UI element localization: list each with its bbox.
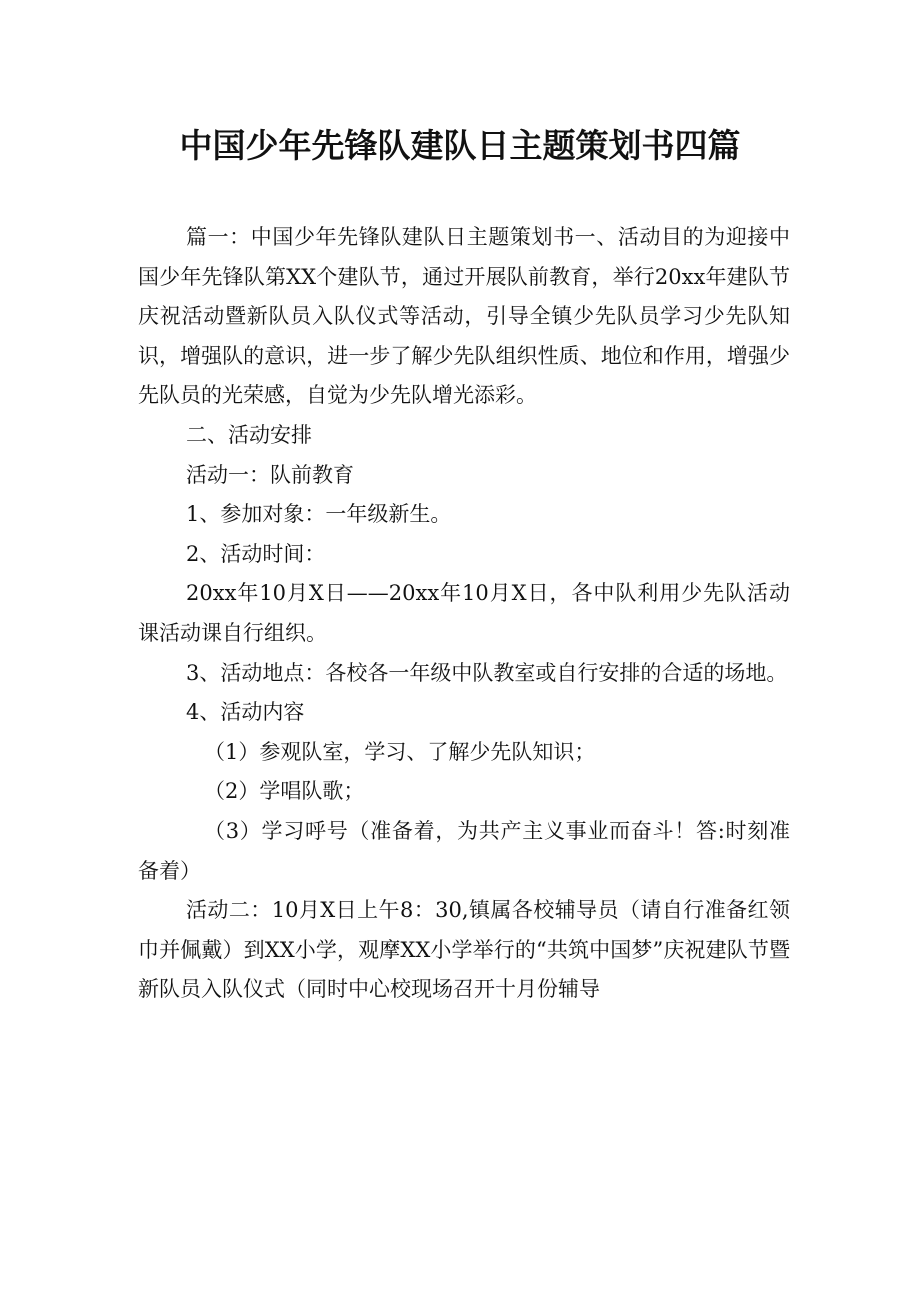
paragraph-purpose: 篇一：中国少年先锋队建队日主题策划书一、活动目的为迎接中国少年先锋队第XX个建队节，通过开展队前教育，举行20xx年建队节庆祝活动暨新队员入队仪式等活动，引导全镇少先队员学习少先队知识，增强队的意识，进一步了解少先队组织性质、地位和作用，增强少先队员的光荣感，自觉为少先队增光添彩。 xyxy=(138,225,790,408)
paragraph-arrangement-heading: 二、活动安排 xyxy=(186,422,312,447)
paragraph-activity-one-heading: 活动一：队前教育 xyxy=(186,462,354,487)
paragraph-participants: 1、参加对象：一年级新生。 xyxy=(186,502,452,527)
document-body xyxy=(138,218,790,1010)
paragraph-content-item-2: （2）学唱队歌； xyxy=(204,779,365,804)
paragraph-content-item-1: （1）参观队室，学习、了解少先队知识； xyxy=(204,739,596,764)
paragraph-time-detail: 20xx年10月X日——20xx年10月X日，各中队利用少先队活动课活动课自行组织。 xyxy=(138,581,790,645)
paragraph-location: 3、活动地点：各校各一年级中队教室或自行安排的合适的场地。 xyxy=(186,660,788,685)
paragraph-content-heading: 4、活动内容 xyxy=(186,700,305,725)
paragraph-activity-two: 活动二：10月X日上午8：30,镇属各校辅导员（请自行准备红领巾并佩戴）到XX小学，观摩XX小学举行的“共筑中国梦”庆祝建队节暨新队员入队仪式（同时中心校现场召开十月份辅导 xyxy=(138,898,790,1002)
paragraph-time-heading: 2、活动时间： xyxy=(186,541,326,566)
document-title: 中国少年先锋队建队日主题策划书四篇 xyxy=(179,126,741,165)
paragraph-content-item-3: （3）学习呼号（准备着，为共产主义事业而奋斗！答:时刻准备着） xyxy=(138,818,790,883)
